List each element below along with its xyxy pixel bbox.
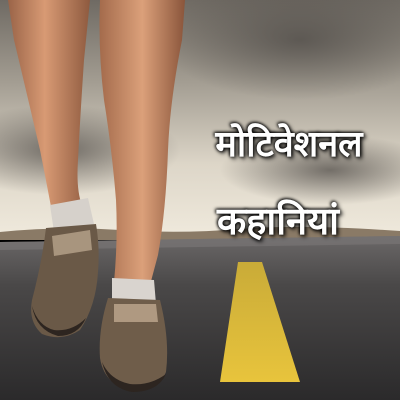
- title-line-2: कहानियां: [216, 199, 340, 243]
- title-line-1: मोटिवेशनल: [215, 124, 363, 165]
- right-shoe-laces: [114, 304, 158, 322]
